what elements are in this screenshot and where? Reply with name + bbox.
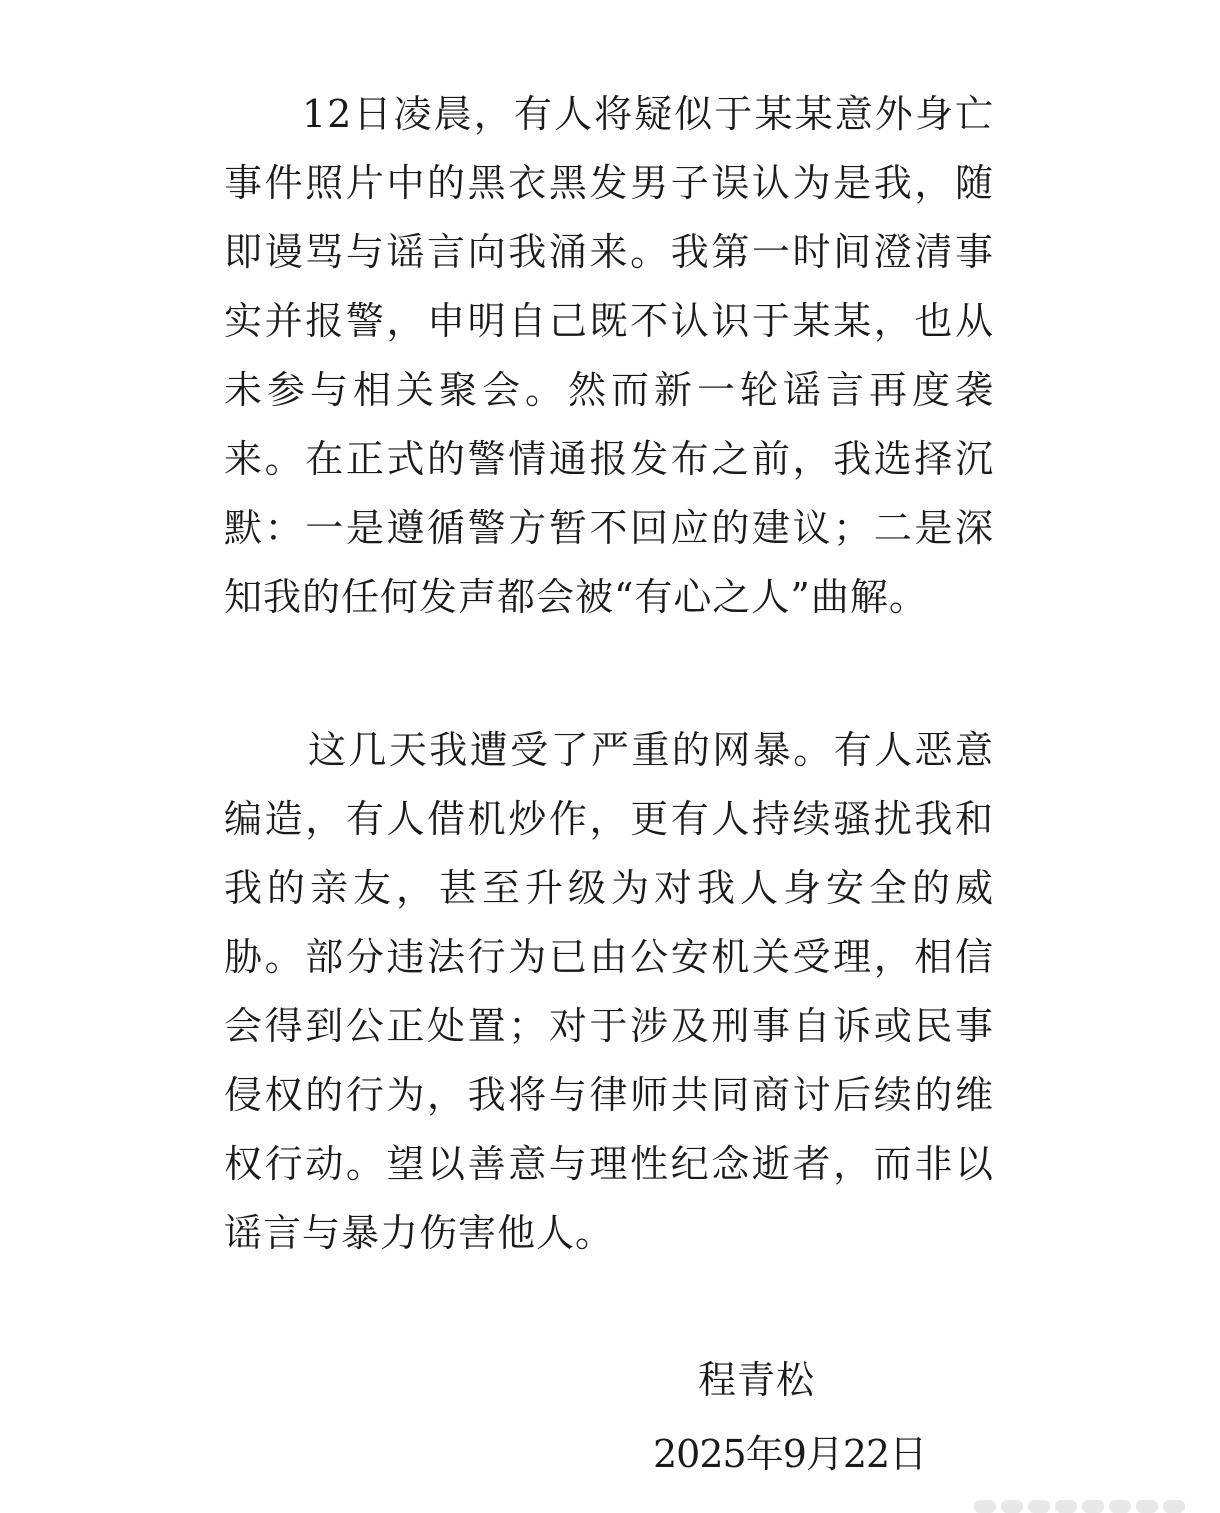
watermark-dot: [974, 1500, 996, 1513]
signature-date: 2025年9月22日: [653, 1432, 927, 1476]
watermark-dot: [1082, 1500, 1104, 1513]
signature-name: 程青松: [698, 1358, 816, 1402]
watermark-dots: [974, 1500, 1185, 1513]
watermark-dot: [1109, 1500, 1131, 1513]
watermark-dot: [1055, 1500, 1077, 1513]
watermark-dot: [1136, 1500, 1158, 1513]
watermark-dot: [1163, 1500, 1185, 1513]
watermark-dot: [1001, 1500, 1023, 1513]
paragraph-1: 12日凌晨，有人将疑似于某某意外身亡事件照片中的黑衣黑发男子误认为是我，随即谩骂与谣言向我涌来。我第一时间澄清事实并报警，申明自己既不认识于某某，也从未参与相关聚会。然而新一轮谣言再度袭来。在正式的警情通报发布之前，我选择沉默：一是遵循警方暂不回应的建议；二是深知我的任何发声都会被“有心之人”曲解。: [224, 92, 994, 619]
paragraph-2: 这几天我遭受了严重的网暴。有人恶意编造，有人借机炒作，更有人持续骚扰我和我的亲友，甚至升级为对我人身安全的威胁。部分违法行为已由公安机关受理，相信会得到公正处置；对于涉及刑事自诉或民事侵权的行为，我将与律师共同商讨后续的维权行动。望以善意与理性纪念逝者，而非以谣言与暴力伤害他人。: [224, 728, 994, 1255]
watermark-dot: [1028, 1500, 1050, 1513]
